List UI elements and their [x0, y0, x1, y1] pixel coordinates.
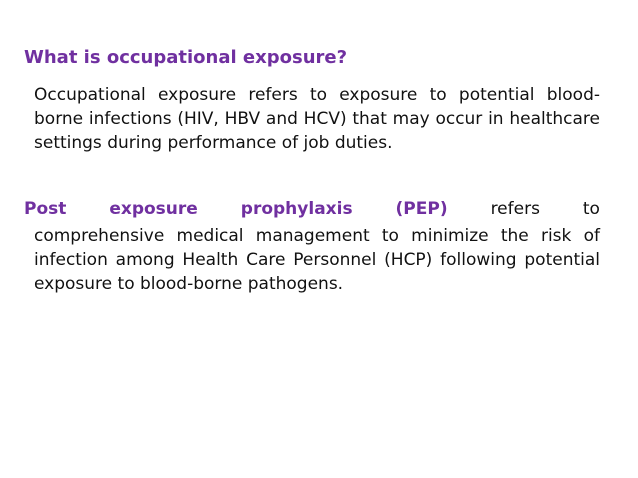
pep-word-to: to: [582, 199, 600, 219]
pep-term-abbrev: (PEP): [395, 199, 448, 219]
definition-paragraph: Occupational exposure refers to exposure to potential blood-borne infections (HIV, HBV and HCV) that may occur in healthcare settings during performance of job duties.: [34, 85, 600, 153]
pep-term-prophylaxis: prophylaxis: [240, 199, 353, 219]
pep-term-post: Post: [24, 199, 67, 219]
pep-word-refers: refers: [490, 199, 540, 219]
pep-term-exposure: exposure: [109, 199, 198, 219]
slide-heading: What is occupational exposure?: [24, 47, 348, 68]
pep-definition-paragraph: comprehensive medical management to minimize the risk of infection among Health Care Personnel (HCP) following potential exposure to blood-borne pathogens.: [34, 226, 600, 294]
pep-definition-line: [24, 197, 600, 221]
